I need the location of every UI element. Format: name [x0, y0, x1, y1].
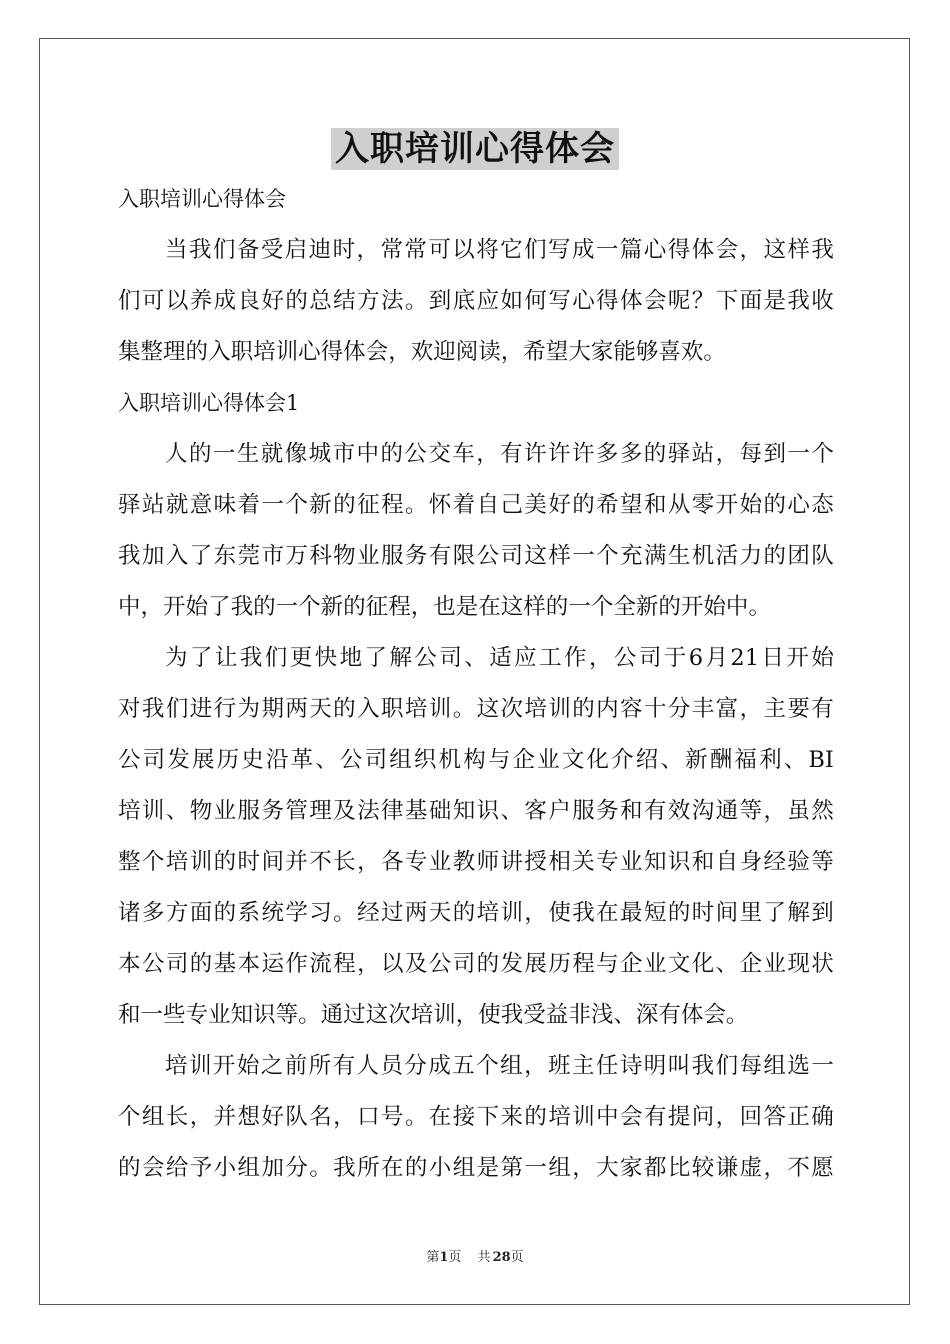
- total-num: 28: [492, 1250, 511, 1265]
- paragraph-line: 中 ， 开 始 了 我 的 一 个 新 的 征 程 ， 也 是 在 这 样 的 一 个 全 新 的 开 始 中 。: [118, 594, 771, 620]
- document-title: 入职培训心得体会: [331, 128, 619, 170]
- document-body: [118, 182, 834, 1202]
- paragraph-line: 驿 站 就 意 味 着 一 个 新 的 征 程 。 怀 着 自 己 美 好 的 希 望 和 从 零 开 始 的 心 态: [118, 492, 834, 518]
- paragraph-line: 为 了 让 我 们 更 快 地 了 解 公 司 、 适 应 工 作 ， 公 司 于 6 月 21 日 开 始: [165, 645, 834, 671]
- page-footer: [0, 1246, 950, 1265]
- paragraph-line: 集 整 理 的 入 职 培 训 心 得 体 会 ， 欢 迎 阅 读 ， 希 望 大 家 能 够 喜 欢 。: [118, 339, 726, 365]
- paragraph-line: 个 组 长 ， 并 想 好 队 名 ， 口 号 。 在 接 下 来 的 培 训 中 会 有 提 问 ， 回 答 正 确: [118, 1104, 834, 1130]
- paragraph-line: 人 的 一 生 就 像 城 市 中 的 公 交 车 ， 有 许 许 许 多 多 的 驿 站 ， 每 到 一 个: [165, 441, 834, 467]
- section-heading: 入 职 培 训 心 得 体 会: [118, 187, 286, 211]
- paragraph-line: 我 加 入 了 东 莞 市 万 科 物 业 服 务 有 限 公 司 这 样 一 个 充 满 生 机 活 力 的 团 队: [118, 543, 834, 569]
- paragraph-line: 本 公 司 的 基 本 运 作 流 程 ， 以 及 公 司 的 发 展 历 程 与 企 业 文 化 、 企 业 现 状: [118, 951, 834, 977]
- document-title-wrap: [0, 128, 950, 170]
- page-suffix: 页: [448, 1250, 462, 1265]
- paragraph-line: 诸 多 方 面 的 系 统 学 习 。 经 过 两 天 的 培 训 ， 使 我 在 最 短 的 时 间 里 了 解 到: [118, 900, 834, 926]
- paragraph-line: 和 一 些 专 业 知 识 等 。 通 过 这 次 培 训 ， 使 我 受 益 非 浅 、 深 有 体 会 。: [118, 1002, 749, 1028]
- paragraph-line: 当 我 们 备 受 启 迪 时 ， 常 常 可 以 将 它 们 写 成 一 篇 心 得 体 会 ， 这 样 我: [165, 237, 834, 263]
- page-total: [478, 1250, 524, 1265]
- paragraph-line: 整 个 培 训 的 时 间 并 不 长 ， 各 专 业 教 师 讲 授 相 关 专 业 知 识 和 自 身 经 验 等: [118, 849, 834, 875]
- page-prefix: 第: [426, 1250, 440, 1265]
- total-prefix: 共: [477, 1250, 491, 1265]
- paragraph-line: 培 训 开 始 之 前 所 有 人 员 分 成 五 个 组 ， 班 主 任 诗 明 叫 我 们 每 组 选 一: [165, 1053, 834, 1079]
- page-number: [426, 1250, 461, 1265]
- paragraph-line: 的 会 给 予 小 组 加 分 。 我 所 在 的 小 组 是 第 一 组 ， 大 家 都 比 较 谦 虚 ， 不 愿: [118, 1155, 834, 1181]
- paragraph-line: 培 训 、 物 业 服 务 管 理 及 法 律 基 础 知 识 、 客 户 服 务 和 有 效 沟 通 等 ， 虽 然: [118, 798, 834, 824]
- paragraph-line: 公 司 发 展 历 史 沿 革 、 公 司 组 织 机 构 与 企 业 文 化 介 绍 、 新 酬 福 利 、 BI: [118, 747, 834, 773]
- paragraph-line: 对 我 们 进 行 为 期 两 天 的 入 职 培 训 。 这 次 培 训 的 内 容 十 分 丰 富 ， 主 要 有: [118, 696, 834, 722]
- total-suffix: 页: [510, 1250, 524, 1265]
- paragraph-line: 们 可 以 养 成 良 好 的 总 结 方 法 。 到 底 应 如 何 写 心 得 体 会 呢 ？ 下 面 是 我 收: [118, 288, 834, 314]
- section-heading: 入 职 培 训 心 得 体 会 1: [118, 391, 300, 415]
- page-num: 1: [439, 1250, 449, 1265]
